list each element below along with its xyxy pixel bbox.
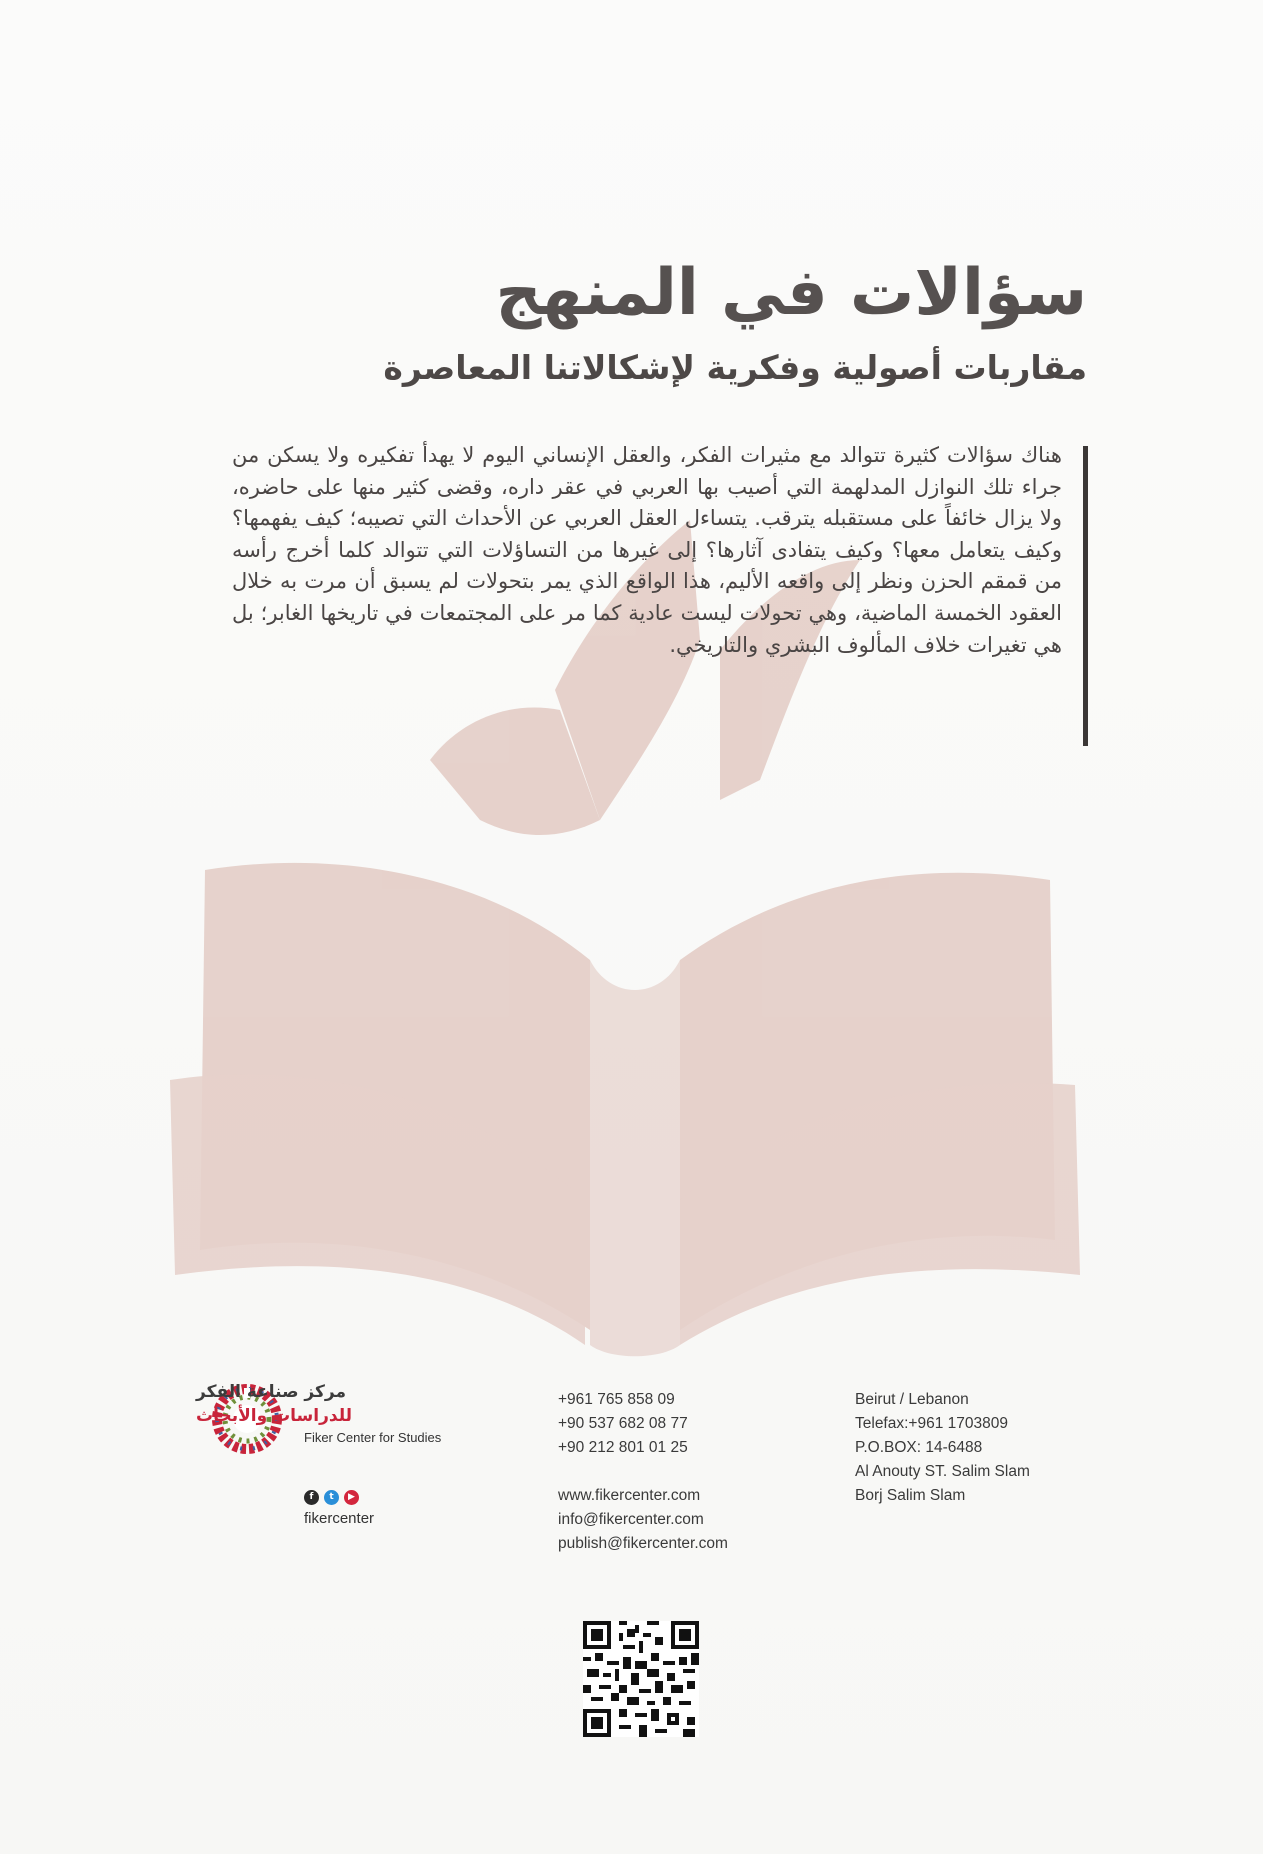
phone-number[interactable]: +90 212 801 01 25 (558, 1439, 688, 1456)
publisher-name-en: Fiker Center for Studies (304, 1430, 442, 1445)
blurb-section (220, 440, 1088, 755)
book-subtitle: مقاربات أصولية وفكرية لإشكالاتنا المعاصرة (383, 348, 1087, 387)
website-link[interactable]: www.fikercenter.com (558, 1487, 701, 1504)
blurb-text: هناك سؤالات كثيرة تتوالد مع مثيرات الفكر، والعقل الإنساني اليوم لا يهدأ تفكيره ولا يسكن من جراء تلك النوازل المدلهمة التي أصيب بها العربي في عقر داره، وقضى كثير منها على حاضره، ولا يزال خائفاً على مستقبله يترقب. يتساءل العقل العربي عن الأحداث التي تصيبه؛ كيف يفهمها؟ وكيف يتعامل معها؟ وكيف يتفادى آثارها؟ إلى غيرها من التساؤلات التي تتوالد كلما أخرج رأسه من قمقم الحزن ونظر إلى واقعه الأليم، هذا الواقع الذي يمر بتحولات لم يسبق أن مرت به خلال العقود الخمسة الماضية، وهي تحولات ليست عادية كما مر على المجتمعات في تاريخها الغابر؛ بل هي تغيرات خلاف المألوف البشري والتاريخي. (232, 443, 1062, 657)
address-line: P.O.BOX: 14-6488 (855, 1439, 983, 1456)
youtube-icon[interactable]: ▶ (344, 1490, 359, 1505)
publisher-block (196, 1382, 442, 1527)
facebook-icon[interactable]: f (304, 1490, 319, 1505)
book-title: سؤالات في المنهج (495, 256, 1087, 330)
address-line: Borj Salim Slam (855, 1487, 966, 1504)
email-link[interactable]: info@fikercenter.com (558, 1511, 704, 1528)
publisher-subname-ar: للدراسات والأبحاث (196, 1406, 353, 1426)
phone-list (558, 1388, 688, 1460)
phone-number[interactable]: +90 537 682 08 77 (558, 1415, 688, 1432)
social-handle[interactable]: fikercenter (304, 1510, 375, 1527)
address-line: Telefax:+961 1703809 (855, 1415, 1008, 1432)
web-contact-list (558, 1484, 728, 1556)
blurb-accent-bar (1083, 446, 1088, 746)
publisher-name-ar: مركز صناعة الفكر (196, 1382, 346, 1402)
twitter-icon[interactable]: t (324, 1490, 339, 1505)
phone-number[interactable]: +961 765 858 09 (558, 1391, 675, 1408)
address-block (855, 1388, 1030, 1508)
qr-code-icon[interactable] (583, 1621, 699, 1737)
address-line: Al Anouty ST. Salim Slam (855, 1463, 1030, 1480)
email-link[interactable]: publish@fikercenter.com (558, 1535, 728, 1552)
address-line: Beirut / Lebanon (855, 1391, 969, 1408)
social-icons (304, 1490, 359, 1505)
